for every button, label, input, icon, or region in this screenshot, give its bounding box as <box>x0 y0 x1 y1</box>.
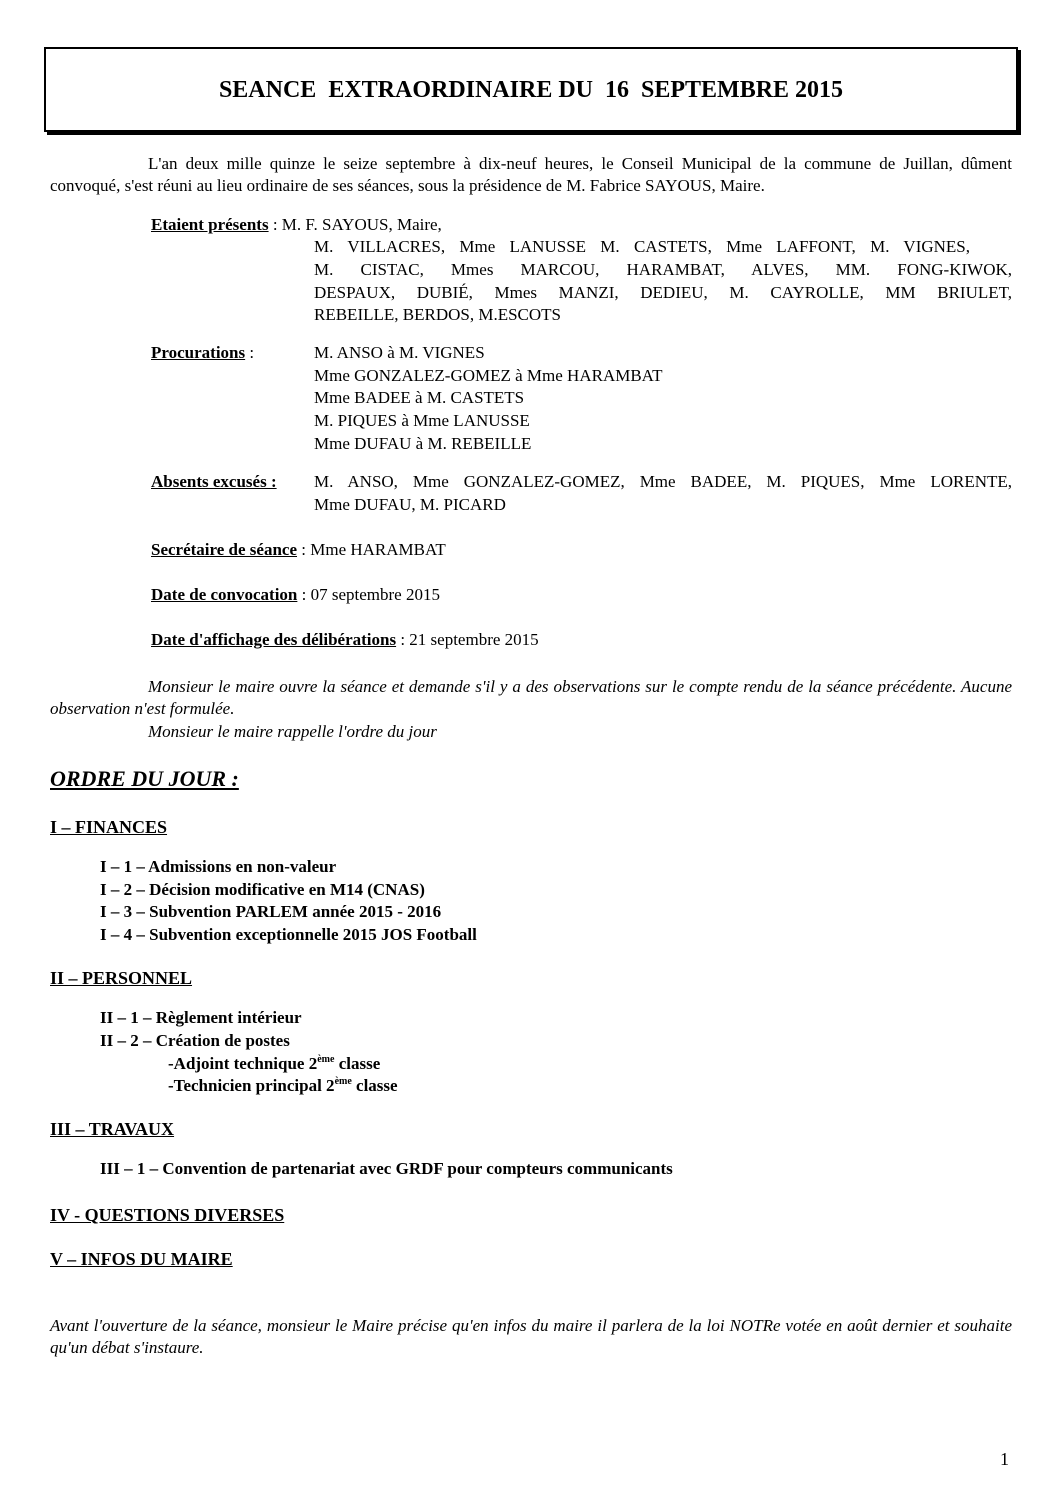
section-travaux-heading: III – TRAVAUX <box>50 1119 175 1139</box>
presents-line-2: M. CISTAC, Mmes MARCOU, HARAMBAT, ALVES, MM. FONG-KIWOK, <box>314 260 1012 279</box>
procuration-line-5: Mme DUFAU à M. REBEILLE <box>314 434 532 453</box>
subitem-2-text: -Technicien principal 2 <box>168 1076 335 1095</box>
procuration-line-2: Mme GONZALEZ-GOMEZ à Mme HARAMBAT <box>314 366 663 385</box>
finances-item-3: I – 3 – Subvention PARLEM année 2015 - 2016 <box>100 902 442 921</box>
observation-paragraph: Monsieur le maire ouvre la séance et demande s'il y a des observations sur le compte rendu de la séance précédente. Aucune observation n'est formulée. <box>50 677 1012 718</box>
procurations-label-row <box>151 342 254 364</box>
page-number: 1 <box>1000 1449 1009 1469</box>
affichage-label: Date d'affichage des délibérations <box>151 630 397 649</box>
absents-label-row <box>151 471 277 493</box>
travaux-item-1: III – 1 – Convention de partenariat avec GRDF pour compteurs communicants <box>100 1159 673 1178</box>
finances-item-4: I – 4 – Subvention exceptionnelle 2015 JOS Football <box>100 925 477 944</box>
secretaire-label: Secrétaire de séance <box>151 540 298 559</box>
procuration-line-1: M. ANSO à M. VIGNES <box>314 343 485 362</box>
subitem-1-text: -Adjoint technique 2 <box>168 1054 318 1073</box>
presents-line-3: DESPAUX, DUBIÉ, Mmes MANZI, DEDIEU, M. CAYROLLE, MM BRIULET, <box>314 283 1012 302</box>
section-questions-heading: IV - QUESTIONS DIVERSES <box>50 1205 285 1225</box>
closing-paragraph: Avant l'ouverture de la séance, monsieur le Maire précise qu'en infos du maire il parlera de la loi NOTRe votée en août dernier et souhaite qu'un débat s'instaure. <box>50 1316 1012 1357</box>
absents-line-2: Mme DUFAU, M. PICARD <box>314 495 506 514</box>
finances-item-1: I – 1 – Admissions en non-valeur <box>100 857 337 876</box>
subitem-2-tail: classe <box>351 1076 398 1095</box>
section-finances-heading: I – FINANCES <box>50 817 168 837</box>
section-personnel-heading: II – PERSONNEL <box>50 968 193 988</box>
finances-item-2: I – 2 – Décision modificative en M14 (CNAS) <box>100 880 425 899</box>
agenda-title: ORDRE DU JOUR : <box>50 766 239 791</box>
procurations-label: Procurations <box>151 343 246 362</box>
presents-label: Etaient présents <box>151 215 269 234</box>
personnel-item-2: II – 2 – Création de postes <box>100 1031 290 1050</box>
subitem-1-tail: classe <box>334 1054 381 1073</box>
secretaire-value: : Mme HARAMBAT <box>297 540 446 559</box>
observation-line-2: Monsieur le maire rappelle l'ordre du jour <box>148 722 437 741</box>
convocation-label: Date de convocation <box>151 585 298 604</box>
presents-line-1: M. VILLACRES, Mme LANUSSE M. CASTETS, Mme LAFFONT, M. VIGNES, <box>314 237 970 256</box>
personnel-item-1: II – 1 – Règlement intérieur <box>100 1008 302 1027</box>
secretaire-row <box>151 539 446 561</box>
affichage-value: : 21 septembre 2015 <box>396 630 539 649</box>
page-title: SEANCE EXTRAORDINAIRE DU 16 SEPTEMBRE 2015 <box>218 77 844 103</box>
presents-first: : M. F. SAYOUS, Maire, <box>268 215 442 234</box>
subitem-2-sup: ème <box>334 1076 352 1087</box>
presents-line-4: REBEILLE, BERDOS, M.ESCOTS <box>314 305 561 324</box>
personnel-subitem-2 <box>168 1075 398 1097</box>
procurations-colon: : <box>245 343 255 362</box>
subitem-1-sup: ème <box>317 1054 335 1065</box>
section-infos-heading: V – INFOS DU MAIRE <box>50 1249 233 1269</box>
procuration-line-4: M. PIQUES à Mme LANUSSE <box>314 411 530 430</box>
intro-paragraph: L'an deux mille quinze le seize septembre à dix-neuf heures, le Conseil Municipal de la commune de Juillan, dûment convoqué, s'est réuni au lieu ordinaire de ses séances, sous la présidence de M. Fabrice SAYOUS, Maire. <box>50 154 1012 195</box>
procuration-line-3: Mme BADEE à M. CASTETS <box>314 388 525 407</box>
affichage-row <box>151 629 539 651</box>
convocation-value: : 07 septembre 2015 <box>297 585 440 604</box>
absents-label: Absents excusés : <box>151 472 277 491</box>
convocation-row <box>151 584 440 606</box>
personnel-subitem-1 <box>168 1053 380 1075</box>
absents-line-1: M. ANSO, Mme GONZALEZ-GOMEZ, Mme BADEE, M. PIQUES, Mme LORENTE, <box>314 472 1012 491</box>
presents-label-row <box>151 214 442 236</box>
